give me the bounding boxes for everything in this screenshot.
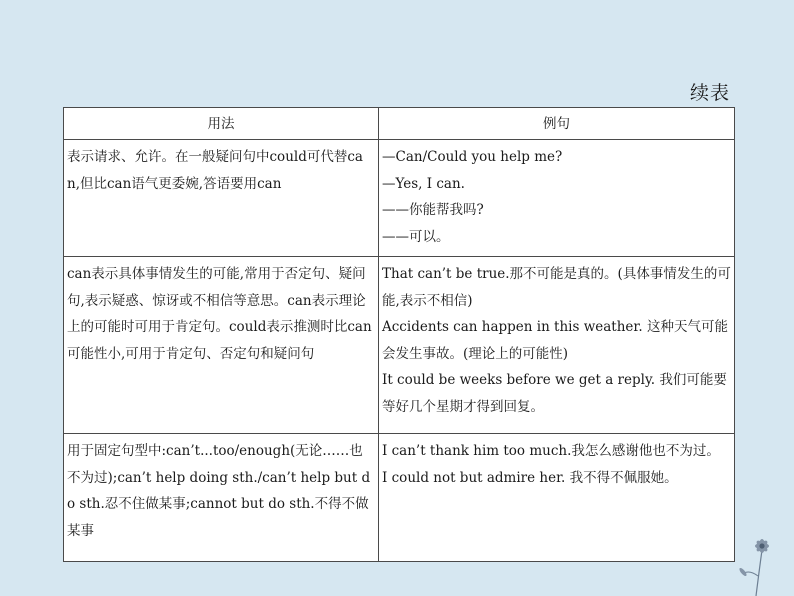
example-sentence: ——可以。 xyxy=(382,228,450,245)
example-sentence: I can’t thank him too much.我怎么感谢他也不为过。 xyxy=(382,443,720,459)
table-row xyxy=(64,257,735,434)
table-header-row xyxy=(64,108,735,140)
examples-cell xyxy=(379,257,735,434)
examples-cell xyxy=(379,434,735,562)
header-examples: 例句 xyxy=(379,108,735,140)
example-sentence: Accidents can happen in this weather. 这种天气可能会发生事故。(理论上的可能性) xyxy=(382,319,728,362)
usage-cell: 表示请求、允许。在一般疑问句中could可代替can,但比can语气更委婉,答语要用can xyxy=(64,140,379,257)
example-sentence: That can’t be true.那不可能是真的。(具体事情发生的可能,表示不相信) xyxy=(382,266,731,309)
examples-cell xyxy=(379,140,735,257)
example-sentence: I could not but admire her. 我不得不佩服她。 xyxy=(382,469,678,486)
dandelion-decoration-icon xyxy=(732,520,787,596)
table-caption: 续表 xyxy=(690,82,731,104)
example-sentence: ——你能帮我吗? xyxy=(382,202,484,218)
example-sentence: —Can/Could you help me? xyxy=(382,149,563,165)
usage-cell: can表示具体事情发生的可能,常用于否定句、疑问句,表示疑惑、惊讶或不相信等意思。can表示理论上的可能时可用于肯定句。could表示推测时比can可能性小,可用于肯定句、否定句和疑问句 xyxy=(64,257,379,434)
table-row xyxy=(64,434,735,562)
usage-table xyxy=(63,107,735,562)
table-row xyxy=(64,140,735,257)
usage-cell: 用于固定句型中:can’t...too/enough(无论……也不为过);can’t help doing sth./can’t help but do sth.忍不住做某事;cannot but do sth.不得不做某事 xyxy=(64,434,379,562)
header-usage: 用法 xyxy=(64,108,379,140)
example-sentence: —Yes, I can. xyxy=(382,175,465,192)
example-sentence: It could be weeks before we get a reply. 我们可能要等好几个星期才得到回复。 xyxy=(382,372,727,415)
